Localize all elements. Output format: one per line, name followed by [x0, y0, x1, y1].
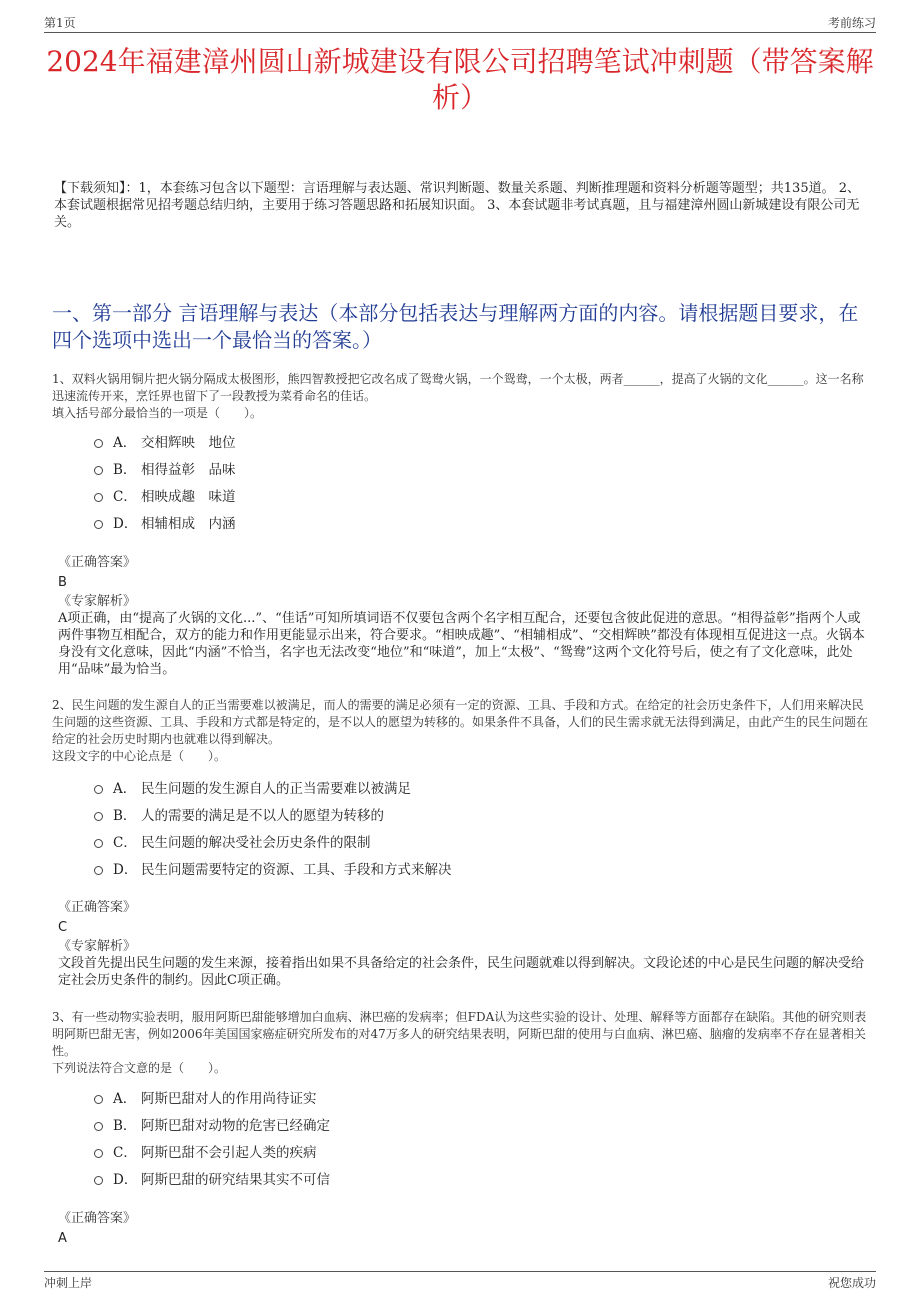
question-1 [52, 371, 870, 422]
header-tag: 考前练习 [827, 16, 876, 30]
page-footer [44, 1271, 876, 1292]
question-2 [52, 697, 870, 765]
question-3 [52, 1009, 870, 1077]
explanation-text: A项正确，由“提高了火锅的文化...”、“佳话”可知所填词语不仅要包含两个名字相互配合，还要包含彼此促进的意思。“相得益彰”指两个人或两件事物互相配合，双方的能力和作用更能显示出来，符合要求。“相映成趣”、“相辅相成”、“交相辉映”都没有体现相互促进这一点。火锅本身没有文化意味，因此“内涵”不恰当，名字也无法改变“地位”和“味道”，加上“太极”、“鸳鸯”这两个文化符号后，使之有了文化意味，此处用“品味”最为恰当。 [58, 611, 865, 677]
explanation-1 [58, 593, 870, 678]
radio-icon[interactable] [94, 1095, 103, 1104]
radio-icon[interactable] [94, 1176, 103, 1185]
option-b[interactable]: B． 人的需要的满足是不以人的愿望为转移的 [94, 800, 452, 827]
radio-icon[interactable] [94, 1122, 103, 1131]
radio-icon[interactable] [94, 466, 103, 475]
radio-icon[interactable] [94, 812, 103, 821]
page-header [44, 12, 876, 33]
question-prompt: 这段文字的中心论点是（ ）。 [52, 749, 227, 763]
option-d[interactable]: D． 民生问题需要特定的资源、工具、手段和方式来解决 [94, 854, 452, 881]
radio-icon[interactable] [94, 520, 103, 529]
answer-value: A [58, 1231, 67, 1246]
option-c[interactable]: C． 民生问题的解决受社会历史条件的限制 [94, 827, 452, 854]
option-c[interactable]: C． 阿斯巴甜不会引起人类的疾病 [94, 1137, 330, 1164]
question-prompt: 下列说法符合文意的是（ ）。 [52, 1061, 227, 1075]
radio-icon[interactable] [94, 785, 103, 794]
option-c[interactable]: C． 相映成趣 味道 [94, 481, 236, 508]
question-prompt: 填入括号部分最恰当的一项是（ ）。 [52, 406, 263, 420]
answer-label: 《正确答案》 [58, 555, 137, 570]
radio-icon[interactable] [94, 1149, 103, 1158]
explanation-text: 文段首先提出民生问题的发生来源，接着指出如果不具备给定的社会条件，民生问题就难以得到解决。文段论述的中心是民生问题的解决受给定社会历史条件的制约。因此C项正确。 [58, 956, 865, 988]
explanation-label: 《专家解析》 [58, 594, 137, 609]
page-number: 第1页 [44, 16, 76, 30]
options-1 [94, 427, 236, 535]
radio-icon[interactable] [94, 839, 103, 848]
section-heading: 一、第一部分 言语理解与表达（本部分包括表达与理解两方面的内容。请根据题目要求，在四个选项中选出一个最恰当的答案。） [52, 301, 859, 352]
question-stem: 1、双料火锅用铜片把火锅分隔成太极图形，熊四智教授把它改名成了鸳鸯火锅，一个鸳鸯，一个太极，两者______，提高了火锅的文化______。这一名称迅速流传开来，烹饪界也留下了一段教授为菜肴命名的佳话。 [52, 372, 864, 403]
question-stem: 3、有一些动物实验表明，服用阿斯巴甜能够增加白血病、淋巴癌的发病率；但FDA认为这些实验的设计、处理、解释等方面都存在缺陷。其他的研究则表明阿斯巴甜无害，例如2006年美国国家癌症研究所发布的对47万多人的研究结果表明，阿斯巴甜的使用与白血病、淋巴癌、脑瘤的发病率不存在显著相关性。 [52, 1010, 867, 1058]
answer-1 [58, 554, 136, 592]
option-d[interactable]: D． 阿斯巴甜的研究结果其实不可信 [94, 1164, 330, 1191]
footer-left: 冲刺上岸 [44, 1276, 93, 1290]
answer-label: 《正确答案》 [58, 900, 137, 915]
answer-label: 《正确答案》 [58, 1211, 137, 1226]
radio-icon[interactable] [94, 493, 103, 502]
explanation-2 [58, 938, 870, 989]
explanation-label: 《专家解析》 [58, 939, 137, 954]
option-a[interactable]: A． 阿斯巴甜对人的作用尚待证实 [94, 1083, 330, 1110]
options-2 [94, 773, 452, 881]
option-d[interactable]: D． 相辅相成 内涵 [94, 508, 236, 535]
option-a[interactable]: A． 民生问题的发生源自人的正当需要难以被满足 [94, 773, 452, 800]
option-b[interactable]: B． 相得益彰 品味 [94, 454, 236, 481]
radio-icon[interactable] [94, 866, 103, 875]
answer-3 [58, 1210, 136, 1248]
answer-value: C [58, 920, 68, 935]
answer-2 [58, 899, 136, 937]
radio-icon[interactable] [94, 439, 103, 448]
question-stem: 2、民生问题的发生源自人的正当需要难以被满足，而人的需要的满足必须有一定的资源、工具、手段和方式。在给定的社会历史条件下，人们用来解决民生问题的这些资源、工具、手段和方式都是特定的，是不以人的愿望为转移的。如果条件不具备，人们的民生需求就无法得到满足，由此产生的民生问题在给定的社会历史时期内也就难以得到解决。 [52, 698, 869, 746]
option-a[interactable]: A． 交相辉映 地位 [94, 427, 236, 454]
options-3 [94, 1083, 330, 1191]
answer-value: B [58, 575, 67, 590]
footer-right: 祝您成功 [827, 1276, 876, 1290]
document-title: 2024年福建漳州圆山新城建设有限公司招聘笔试冲刺题（带答案解析） [46, 45, 874, 114]
option-b[interactable]: B． 阿斯巴甜对动物的危害已经确定 [94, 1110, 330, 1137]
download-notice: 【下载须知】：1，本套练习包含以下题型：言语理解与表达题、常识判断题、数量关系题、判断推理题和资料分析题等题型；共135道。 2、本套试题根据常见招考题总结归纳，主要用于练习答题思路和拓展知识面。 3、本套试题非考试真题，且与福建漳州圆山新城建设有限公司无关。 [54, 181, 860, 230]
